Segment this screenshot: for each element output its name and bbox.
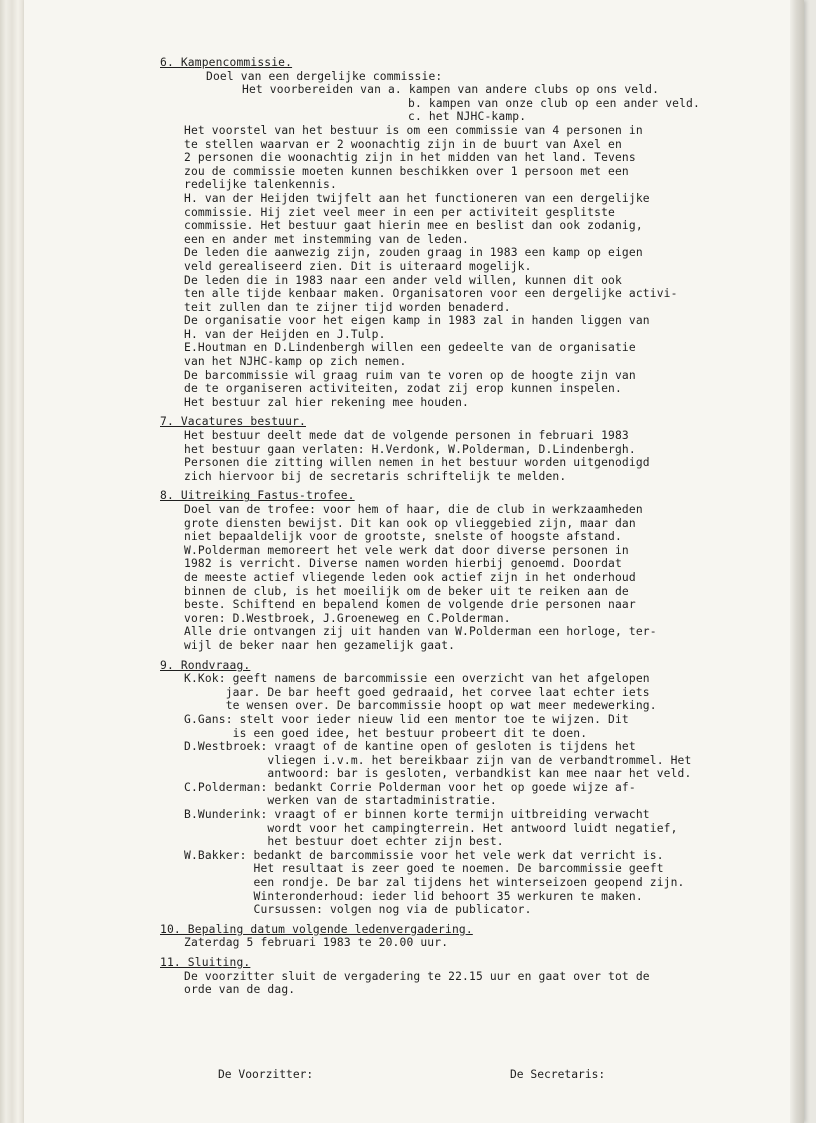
text-line: zich hiervoor bij de secretaris schriftelijk te melden. bbox=[184, 469, 567, 483]
section-heading: 11. Sluiting. bbox=[160, 956, 251, 969]
text-line: Het voorstel van het bestuur is om een commissie van 4 personen in bbox=[184, 123, 643, 137]
text-line: C.Polderman: bedankt Corrie Polderman voor het op goede wijze af- bbox=[184, 780, 636, 794]
text-line: wijl de beker naar hen gezamelijk gaat. bbox=[184, 638, 456, 652]
paper-stack-left-edge bbox=[0, 0, 26, 1123]
text-line: wordt voor het campingterrein. Het antwoord luidt negatief, bbox=[184, 821, 678, 835]
section-heading: 8. Uitreiking Fastus-trofee. bbox=[160, 489, 355, 503]
text-line: De organisatie voor het eigen kamp in 1983 zal in handen liggen van bbox=[184, 314, 650, 328]
agenda-section bbox=[160, 56, 780, 409]
text-line: orde van de dag. bbox=[184, 983, 296, 997]
text-line: te wensen over. De barcommissie hoopt op wat meer medewerking. bbox=[184, 699, 657, 713]
text-line: teit zullen dan te zijner tijd worden benaderd. bbox=[184, 300, 511, 314]
text-line: D.Westbroek: vraagt of de kantine open of gesloten is tijdens het bbox=[184, 740, 636, 754]
minutes-body bbox=[160, 56, 780, 1003]
text-line: zou de commissie moeten kunnen beschikken over 1 persoon met een bbox=[184, 164, 629, 178]
text-line: Personen die zitting willen nemen in het bestuur worden uitgenodigd bbox=[184, 456, 650, 470]
text-line: de meeste actief vliegende leden ook actief zijn in het onderhoud bbox=[184, 570, 636, 584]
text-line: redelijke talenkennis. bbox=[184, 178, 337, 192]
text-line: De leden die aanwezig zijn, zouden graag in 1983 een kamp op eigen bbox=[184, 246, 643, 260]
text-line: vliegen i.v.m. het bereikbaar zijn van de verbandtrommel. Het bbox=[184, 753, 692, 767]
text-line: E.Houtman en D.Lindenbergh willen een gedeelte van de organisatie bbox=[184, 341, 636, 355]
text-line: Doel van een dergelijke commissie: bbox=[206, 69, 443, 83]
agenda-section bbox=[160, 415, 780, 483]
text-line: niet bepaaldelijk voor de grootste, snelste of hoogste afstand. bbox=[184, 530, 622, 544]
text-line: G.Gans: stelt voor ieder nieuw lid een mentor toe te wijzen. Dit bbox=[184, 712, 629, 726]
paper-right-edge bbox=[790, 0, 804, 1123]
text-line: H. van der Heijden twijfelt aan het functioneren van een dergelijke bbox=[184, 191, 650, 205]
text-line: B.Wunderink: vraagt of er binnen korte termijn uitbreiding verwacht bbox=[184, 808, 650, 822]
text-line: 1982 is verricht. Diverse namen worden hierbij genoemd. Doordat bbox=[184, 557, 622, 571]
text-line: beste. Schiftend en bepalend komen de volgende drie personen naar bbox=[184, 598, 636, 612]
text-line: het bestuur gaan verlaten: H.Verdonk, W.Polderman, D.Lindenbergh. bbox=[184, 442, 636, 456]
text-line: een rondje. De bar zal tijdens het winterseizoen geopend zijn. bbox=[184, 876, 685, 890]
text-line: van het NJHC-kamp op zich nemen. bbox=[184, 355, 407, 369]
text-line: b. kampen van onze club op een ander veld. bbox=[408, 96, 700, 110]
text-line: W.Bakker: bedankt de barcommissie voor het vele werk dat verricht is. bbox=[184, 848, 664, 862]
text-line: Het resultaat is zeer goed te noemen. De barcommissie geeft bbox=[184, 862, 664, 876]
text-line: W.Polderman memoreert het vele werk dat door diverse personen in bbox=[184, 543, 629, 557]
text-line: K.Kok: geeft namens de barcommissie een overzicht van het afgelopen bbox=[184, 672, 650, 686]
section-heading: 9. Rondvraag. bbox=[160, 658, 251, 672]
text-line: c. het NJHC-kamp. bbox=[408, 110, 527, 124]
section-heading: 7. Vacatures bestuur. bbox=[160, 415, 306, 429]
agenda-section bbox=[160, 956, 780, 997]
text-line: 2 personen die woonachtig zijn in het midden van het land. Tevens bbox=[184, 151, 636, 165]
chairman-signature-label: De Voorzitter: bbox=[218, 1068, 314, 1081]
text-line: het bestuur doet echter zijn best. bbox=[184, 835, 504, 849]
text-line: de te organiseren activiteiten, zodat zij erop kunnen inspelen. bbox=[184, 382, 622, 396]
text-line: veld gerealiseerd zien. Dit is uiteraard mogelijk. bbox=[184, 259, 532, 273]
text-line: binnen de club, is het moeilijk om de beker uit te reiken aan de bbox=[184, 584, 629, 598]
text-line: Zaterdag 5 februari 1983 te 20.00 uur. bbox=[184, 936, 449, 950]
text-line: antwoord: bar is gesloten, verbandkist kan mee naar het veld. bbox=[184, 767, 692, 781]
text-line: grote diensten bewijst. Dit kan ook op vlieggebied zijn, maar dan bbox=[184, 516, 636, 530]
text-line: ten alle tijde kenbaar maken. Organisatoren voor een dergelijke activi- bbox=[184, 287, 678, 301]
text-line: Het voorbereiden van a. kampen van andere clubs op ons veld. bbox=[242, 83, 660, 97]
text-line: jaar. De bar heeft goed gedraaid, het corvee laat echter iets bbox=[184, 685, 650, 699]
text-line: Het bestuur deelt mede dat de volgende personen in februari 1983 bbox=[184, 429, 629, 443]
text-line: werken van de startadministratie. bbox=[184, 794, 497, 808]
text-line: De leden die in 1983 naar een ander veld willen, kunnen dit ook bbox=[184, 273, 622, 287]
text-line: Alle drie ontvangen zij uit handen van W.Polderman een horloge, ter- bbox=[184, 625, 657, 639]
text-line: Cursussen: volgen nog via de publicator. bbox=[184, 903, 532, 917]
section-heading: 10. Bepaling datum volgende ledenvergadering. bbox=[160, 922, 473, 936]
text-line: commissie. Hij ziet veel meer in een per activiteit gesplitste bbox=[184, 205, 615, 219]
text-line: Winteronderhoud: ieder lid behoort 35 werkuren te maken. bbox=[184, 889, 643, 903]
text-line: De barcommissie wil graag ruim van te voren op de hoogte zijn van bbox=[184, 368, 636, 382]
text-line: De voorzitter sluit de vergadering te 22.15 uur en gaat over tot de bbox=[184, 969, 650, 983]
text-line: voren: D.Westbroek, J.Groeneweg en C.Polderman. bbox=[184, 611, 511, 625]
section-heading: 6. Kampencommissie. bbox=[160, 56, 293, 69]
agenda-section bbox=[160, 659, 780, 917]
text-line: H. van der Heijden en J.Tulp. bbox=[184, 327, 386, 341]
text-line: Het bestuur zal hier rekening mee houden. bbox=[184, 395, 470, 409]
text-line: is een goed idee, het bestuur probeert dit te doen. bbox=[184, 726, 588, 740]
text-line: een en ander met instemming van de leden. bbox=[184, 232, 470, 246]
text-line: commissie. Het bestuur gaat hierin mee en beslist dan ook zodanig, bbox=[184, 219, 643, 233]
text-line: Doel van de trofee: voor hem of haar, die de club in werkzaamheden bbox=[184, 503, 643, 516]
text-line: te stellen waarvan er 2 woonachtig zijn in de buurt van Axel en bbox=[184, 137, 622, 151]
secretary-signature-label: De Secretaris: bbox=[510, 1068, 606, 1081]
agenda-section bbox=[160, 489, 780, 652]
agenda-section bbox=[160, 923, 780, 950]
